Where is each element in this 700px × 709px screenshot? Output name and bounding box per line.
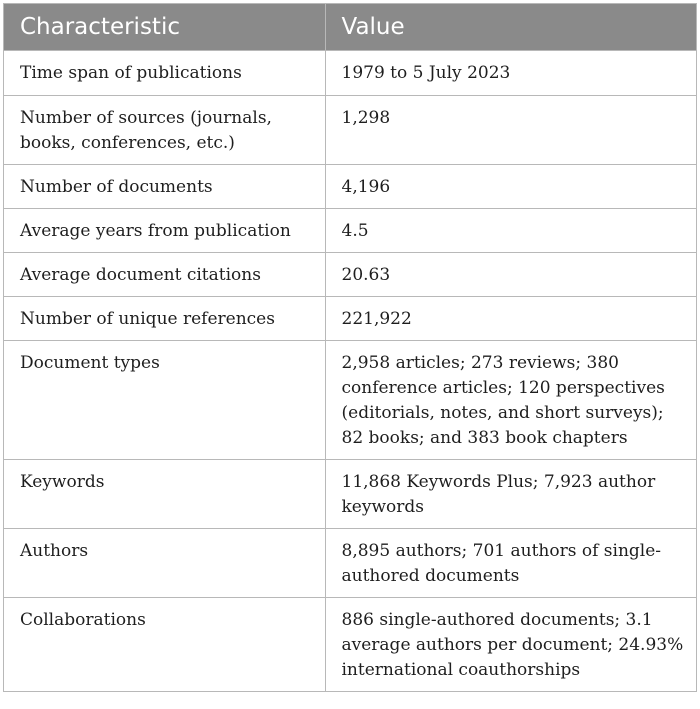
value-cell: 11,868 Keywords Plus; 7,923 author keywords [325,460,696,529]
characteristic-cell: Average document citations [4,253,325,297]
characteristic-cell: Document types [4,341,325,460]
characteristics-table-container [3,3,697,692]
table-row [4,253,696,297]
table-row [4,598,696,692]
table-row [4,165,696,209]
characteristics-table [4,4,696,691]
header-value: Value [325,4,696,51]
characteristic-cell: Average years from publication [4,209,325,253]
value-cell: 221,922 [325,297,696,341]
characteristic-cell: Time span of publications [4,51,325,96]
table-header-row [4,4,696,51]
value-cell: 1979 to 5 July 2023 [325,51,696,96]
characteristic-cell: Keywords [4,460,325,529]
value-cell: 8,895 authors; 701 authors of single-authored documents [325,529,696,598]
value-cell: 4,196 [325,165,696,209]
header-characteristic: Characteristic [4,4,325,51]
characteristic-cell: Number of unique references [4,297,325,341]
table-row [4,529,696,598]
table-row [4,297,696,341]
value-cell: 886 single-authored documents; 3.1 average authors per document; 24.93% international coauthorships [325,598,696,692]
value-cell: 4.5 [325,209,696,253]
table-row [4,341,696,460]
table-row [4,96,696,165]
table-row [4,209,696,253]
value-cell: 2,958 articles; 273 reviews; 380 conference articles; 120 perspectives (editorials, notes, and short surveys); 82 books; and 383 book chapters [325,341,696,460]
characteristic-cell: Authors [4,529,325,598]
table-row [4,460,696,529]
value-cell: 20.63 [325,253,696,297]
table-row [4,51,696,96]
value-cell: 1,298 [325,96,696,165]
characteristic-cell: Number of documents [4,165,325,209]
characteristic-cell: Collaborations [4,598,325,692]
characteristic-cell: Number of sources (journals, books, conferences, etc.) [4,96,325,165]
